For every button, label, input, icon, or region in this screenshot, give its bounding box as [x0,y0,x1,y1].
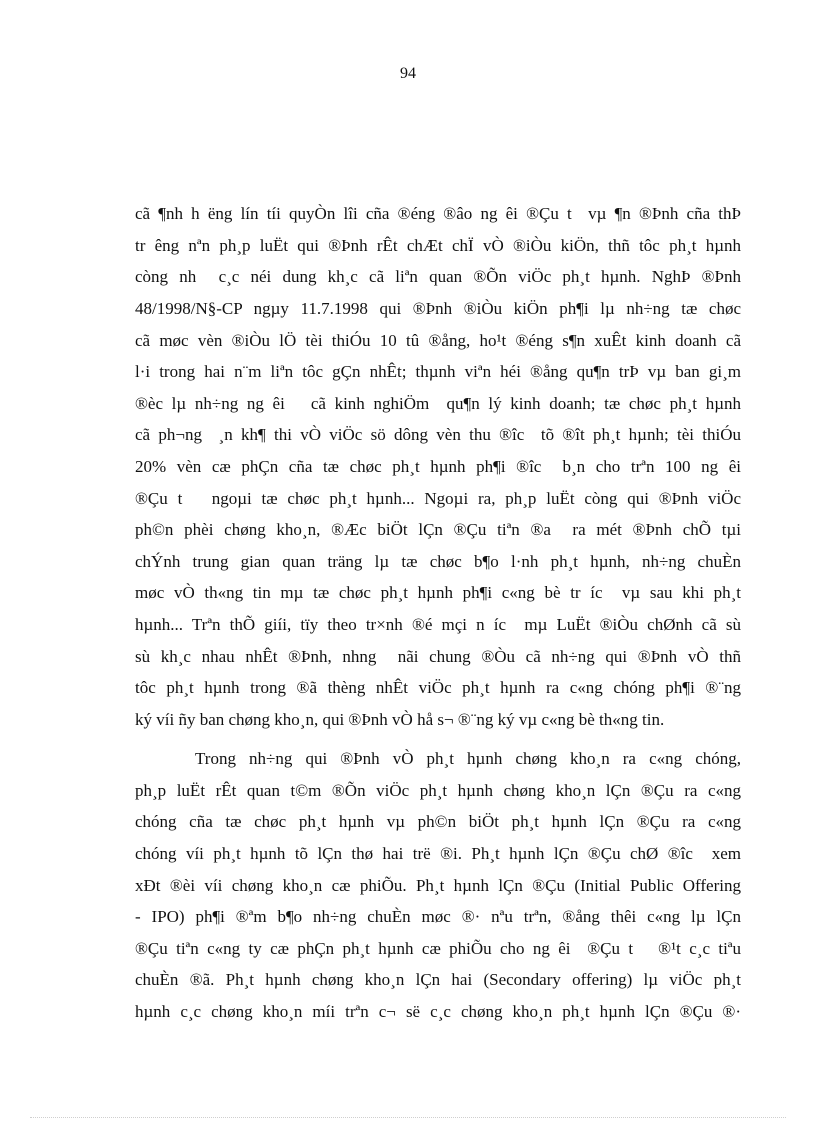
text-line: ®Çu tiªn c«ng ty cæ phÇn ph¸t hµnh cæ phiÕu cho ng êi ®Çu t ®¹t c¸c tiªu [135,938,741,958]
text-line: 48/1998/N§-CP ngµy 11.7.1998 qui ®Þnh ®iÒu kiÖn ph¶i lµ nh÷ng tæ chøc [135,298,741,318]
text-line: chuÈn ®ã. Ph¸t hµnh chøng kho¸n lÇn hai (Secondary offering) lµ viÖc ph¸t [135,970,741,990]
text-line: hµnh c¸c chøng kho¸n míi trªn c¬ së c¸c chøng kho¸n ph¸t hµnh lÇn ®Çu ®· [135,1002,741,1022]
text-line: l·i trong hai n¨m liªn tôc gÇn nhÊt; thµnh viªn héi ®ång qu¶n trÞ vµ ban gi¸m [135,362,741,382]
paragraph-1-line-1 [135,135,741,167]
page-number: 94 [400,65,416,82]
text-line-last: ký víi ñy ban chøng kho¸n, qui ®Þnh vÒ hå s¬ ®¨ng ký vµ c«ng bè th«ng tin. [135,709,665,729]
text-line: ph©n phèi chøng kho¸n, ®Æc biÖt lÇn ®Çu tiªn ®a ra mét ®Þnh chÕ tµi [135,520,741,540]
text-line: chóng cña tæ chøc ph¸t hµnh vµ ph©n biÖt ph¸t hµnh lÇn ®Çu ra c«ng [135,812,741,832]
text-line: tôc ph¸t hµnh trong ®ã thèng nhÊt viÖc ph¸t hµnh ra c«ng chóng ph¶i ®¨ng [135,678,741,698]
text-line: cã ph¬ng ¸n kh¶ thi vÒ viÖc sö dông vèn thu ®îc tõ ®ît ph¸t hµnh; tèi thiÓu [135,425,741,445]
text-line: ®èc lµ nh÷ng ng êi cã kinh nghiÖm qu¶n lý kinh doanh; tæ chøc ph¸t hµnh [135,393,741,413]
text-line: tr êng nªn ph¸p luËt qui ®Þnh rÊt chÆt chÏ vÒ ®iÒu kiÖn, thñ tôc ph¸t hµnh [135,235,741,255]
page-bottom-rule [30,1117,786,1118]
text-line: cã møc vèn ®iÒu lÖ tèi thiÓu 10 tû ®ång, ho¹t ®éng s¶n xuÊt kinh doanh cã [135,330,741,350]
text-line: hµnh... Trªn thÕ giíi, tïy theo tr×nh ®é mçi n íc mµ LuËt ®iÒu chØnh cã sù [135,614,741,634]
text-line: ph¸p luËt rÊt quan t©m ®Õn viÖc ph¸t hµnh chøng kho¸n lÇn ®Çu ra c«ng [135,780,741,800]
paragraph-1-line-2 [135,167,741,199]
paragraph-gap [135,735,741,743]
text-line: - IPO) ph¶i ®ªm b¶o nh÷ng chuÈn møc ®· nªu trªn, ®ång thêi c«ng lµ lÇn [135,907,741,927]
text-line: sù kh¸c nhau nhÊt ®Þnh, nhng nãi chung ®Òu cã nh÷ng qui ®Þnh vÒ thñ [135,646,741,666]
paragraph-2-line-1: Trong nh÷ng qui ®Þnh vÒ ph¸t hµnh chøng kho¸n ra c«ng chóng, [195,749,741,769]
text-line: møc vÒ th«ng tin mµ tæ chøc ph¸t hµnh ph¶i c«ng bè tr íc vµ sau khi ph¸t [135,583,741,603]
text-line: cã ¶nh h ëng lín tíi quyÒn lîi cña ®éng ®âo ng êi ®Çu t vµ ¶n ®Þnh cña thÞ [135,204,741,224]
text-line: xÐt ®èi víi chøng kho¸n cæ phiÕu. Ph¸t hµnh lÇn ®Çu (Initial Public Offering [135,875,741,895]
text-line: 20% vèn cæ phÇn cña tæ chøc ph¸t hµnh ph¶i ®îc b¸n cho trªn 100 ng êi [135,456,741,476]
text-line: ®Çu t ngoµi tæ chøc ph¸t hµnh... Ngoµi ra, ph¸p luËt còng qui ®Þnh viÖc [135,488,741,508]
text-line: chÝnh trung gian quan träng lµ tæ chøc b¶o l·nh ph¸t hµnh, nh÷ng chuÈn [135,551,741,571]
page-body [135,135,741,1028]
text-line: còng nh c¸c néi dung kh¸c cã liªn quan ®Õn viÖc ph¸t hµnh. NghÞ ®Þnh [135,267,741,287]
text-line: chóng víi ph¸t hµnh tõ lÇn thø hai trë ®i. Ph¸t hµnh lÇn ®Çu chØ ®îc xem [135,844,741,864]
